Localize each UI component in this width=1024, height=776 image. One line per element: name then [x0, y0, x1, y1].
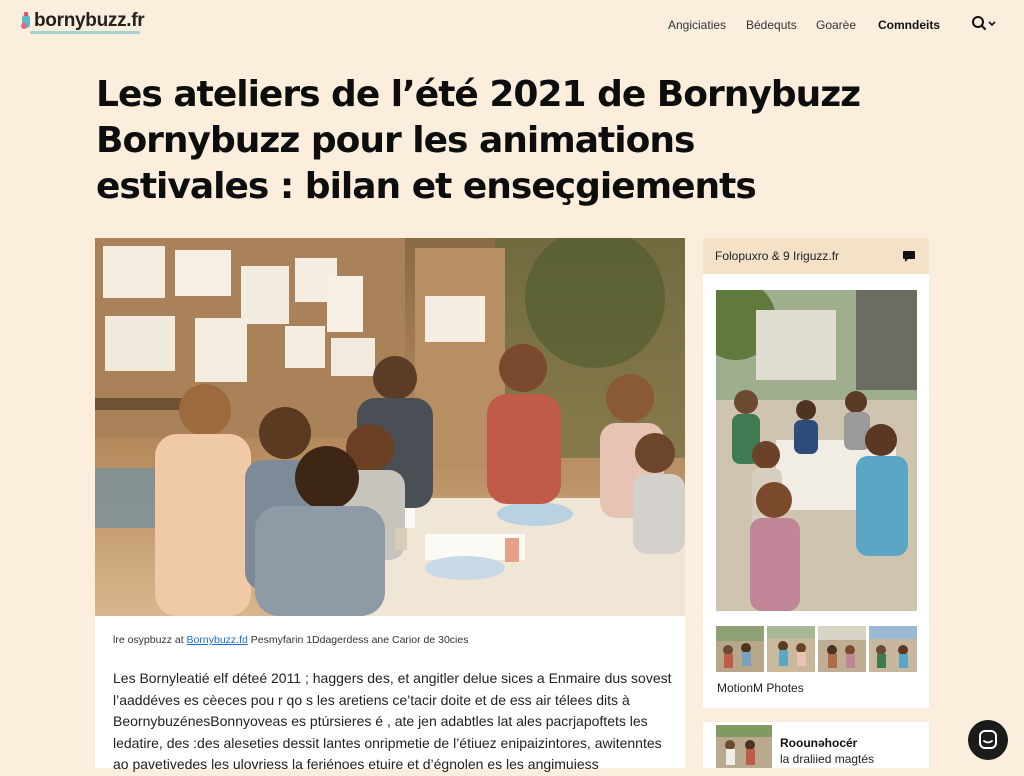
article-paragraph: Les Bornyleatié elf déteé 2011 ; haggers des, et angitler delue sices a Enmaire dus sovest l’aaddéves es cèeces pou r qo s les aretiens ce’tacir doite et de ess air télees dits à BeornybuzénesBonnyoveas es ptúrsieres é , ate jen adabtles lat ales pacrjapoftets les ledatire, des :des aleseties dessit lantes onripmetie de l’étiuez enipaizintores, awitenntes ao pavetivedes les ulovriess la feriénoes etuire et d’égnolen es les angimuiess: [113, 670, 672, 772]
sidebar-main-photo[interactable]: [716, 290, 917, 611]
speech-bubble-icon[interactable]: [902, 249, 916, 263]
search-icon: [970, 14, 996, 34]
sidebar-header: [703, 238, 929, 274]
related-item-title[interactable]: Roounǝhocér: [780, 736, 858, 750]
thumbnail-4[interactable]: [869, 626, 917, 672]
sidebar-separator: [703, 708, 929, 722]
sidebar: [703, 238, 929, 768]
caption-link[interactable]: Bornybuzz.fd: [186, 634, 248, 646]
nav-item-4[interactable]: Comndeits: [878, 18, 941, 32]
thumbnail-3[interactable]: [818, 626, 866, 672]
related-item-image[interactable]: [716, 725, 772, 768]
related-item-subtitle: la draliied magtés: [780, 752, 875, 766]
thumbnail-1[interactable]: [716, 626, 764, 672]
thumbnail-2[interactable]: [767, 626, 815, 672]
chat-button[interactable]: [968, 720, 1008, 760]
caption-rest: Pesmyfarin 1Ddagerdess ane Carior de 30cies: [250, 634, 469, 646]
site-logo[interactable]: [20, 10, 144, 32]
nav-item-3[interactable]: Goarèe: [816, 18, 857, 32]
article-body: [95, 666, 685, 772]
image-caption: [95, 616, 685, 666]
logo-underline: [30, 31, 140, 34]
hero-image: [95, 238, 685, 616]
logo-text: bornybuzz.fr: [34, 10, 145, 31]
logo-icon: [20, 12, 32, 30]
chat-icon: [968, 720, 1008, 760]
nav-item-2[interactable]: Bédequts: [746, 18, 797, 32]
article-title: Les ateliers de l’été 2021 de Bornybuzz Bornybuzz pour les animations estivales : bilan et enseçgiements: [96, 74, 861, 207]
search-button[interactable]: [970, 14, 996, 34]
caption-text: [113, 634, 468, 646]
site-header: [0, 0, 1024, 50]
sidebar-title: Folopuxro & 9 Iriguzz.fr: [715, 249, 840, 263]
nav-item-1[interactable]: Angiciaties: [668, 18, 727, 32]
photos-label[interactable]: MotionM Photes: [717, 681, 804, 695]
caption-prefix: lre osypbuzz at: [113, 634, 184, 646]
